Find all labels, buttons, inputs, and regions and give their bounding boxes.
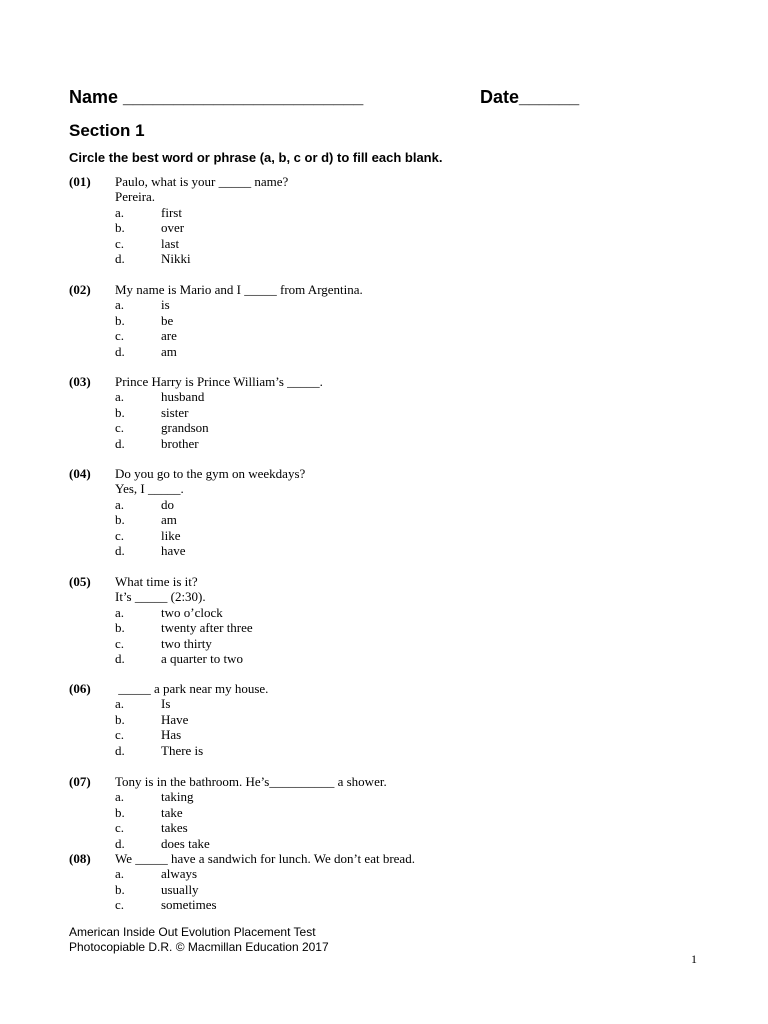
option-text[interactable]: are (161, 328, 177, 344)
question-number: (01) (69, 174, 91, 189)
option-text[interactable]: Is (161, 696, 171, 712)
date-field: Date______ (480, 87, 580, 107)
question-stem: Paulo, what is your _____ name? (115, 174, 289, 189)
option-text[interactable]: usually (161, 881, 199, 897)
option-text[interactable]: takes (161, 820, 188, 836)
option-letter: a. (115, 789, 125, 805)
option-text[interactable]: Have (161, 711, 189, 727)
option-text[interactable]: twenty after three (161, 620, 253, 636)
option-letter: d. (115, 835, 125, 851)
question-stem: Prince Harry is Prince William’s _____. (115, 374, 323, 389)
option-letter: b. (115, 312, 125, 328)
option-text[interactable]: Has (161, 727, 182, 743)
question-stem: Pereira. (115, 189, 156, 205)
page-number: 1 (691, 952, 697, 966)
option-text[interactable]: brother (161, 435, 199, 451)
option-letter: b. (115, 620, 125, 636)
option-letter: c. (115, 820, 125, 836)
question-stem: My name is Mario and I _____ from Argentina. (115, 282, 363, 297)
instructions: Circle the best word or phrase (a, b, c or d) to fill each blank. (69, 150, 443, 165)
section-title: Section 1 (69, 121, 145, 140)
option-text[interactable]: sometimes (161, 897, 217, 913)
question-number: (07) (69, 774, 91, 789)
option-text[interactable]: have (161, 543, 186, 558)
question-stem: It’s _____ (2:30). (115, 589, 206, 605)
name-field: Name ________________________ (69, 87, 364, 107)
option-text[interactable]: There is (161, 742, 204, 758)
footer-copyright: Photocopiable D.R. © Macmillan Education 2017 (69, 940, 329, 954)
option-letter: a. (115, 389, 125, 405)
option-text[interactable]: two thirty (161, 635, 212, 651)
option-text[interactable]: two o’clock (161, 604, 223, 620)
footer (69, 925, 329, 955)
option-letter: a. (115, 866, 125, 882)
option-text[interactable]: Nikki (161, 251, 191, 266)
option-letter: d. (115, 251, 125, 266)
question-number: (04) (69, 466, 91, 481)
option-letter: b. (115, 881, 125, 897)
option-text[interactable]: husband (161, 389, 205, 405)
question-number: (06) (69, 681, 91, 696)
option-text[interactable]: is (161, 297, 170, 313)
option-letter: a. (115, 297, 125, 313)
option-text[interactable]: first (161, 204, 182, 220)
option-letter: b. (115, 804, 125, 820)
option-text[interactable]: over (161, 220, 185, 236)
option-text[interactable]: last (161, 235, 180, 251)
option-letter: a. (115, 204, 125, 220)
option-letter: c. (115, 328, 125, 344)
option-letter: c. (115, 635, 125, 651)
question-number: (02) (69, 282, 91, 297)
option-letter: b. (115, 711, 125, 727)
option-letter: c. (115, 527, 125, 543)
option-text[interactable]: taking (161, 789, 194, 805)
option-letter: c. (115, 727, 125, 743)
footer-title: American Inside Out Evolution Placement Test (69, 925, 316, 939)
option-letter: d. (115, 742, 125, 758)
option-letter: d. (115, 651, 125, 666)
question-stem: What time is it? (115, 574, 198, 589)
option-text[interactable]: sister (161, 404, 189, 420)
question-number: (03) (69, 374, 91, 389)
question-number: (08) (69, 851, 91, 866)
option-letter: d. (115, 343, 125, 359)
option-letter: d. (115, 435, 125, 451)
option-text[interactable]: be (161, 312, 174, 328)
option-text[interactable]: always (161, 866, 198, 882)
option-letter: b. (115, 404, 125, 420)
question-stem: Tony is in the bathroom. He’s__________ a shower. (115, 774, 387, 789)
option-letter: a. (115, 696, 125, 712)
option-text[interactable]: like (161, 527, 181, 543)
question-stem: _____ a park near my house. (115, 681, 269, 696)
question-stem: Do you go to the gym on weekdays? (115, 466, 306, 481)
option-letter: a. (115, 604, 125, 620)
option-letter: b. (115, 220, 125, 236)
option-letter: c. (115, 897, 125, 913)
option-text[interactable]: am (161, 512, 177, 528)
option-text[interactable]: am (161, 343, 177, 359)
option-letter: b. (115, 512, 125, 528)
option-text[interactable]: do (161, 496, 174, 512)
option-text[interactable]: grandson (161, 420, 209, 436)
question-stem: Yes, I _____. (115, 481, 184, 497)
option-text[interactable]: take (161, 804, 183, 820)
option-text[interactable]: does take (161, 835, 210, 851)
option-letter: c. (115, 420, 125, 436)
option-text[interactable]: a quarter to two (161, 651, 243, 666)
option-letter: c. (115, 235, 125, 251)
question-stem: We _____ have a sandwich for lunch. We don’t eat bread. (115, 851, 415, 866)
question-number: (05) (69, 574, 91, 589)
option-letter: a. (115, 496, 125, 512)
option-letter: d. (115, 543, 125, 558)
